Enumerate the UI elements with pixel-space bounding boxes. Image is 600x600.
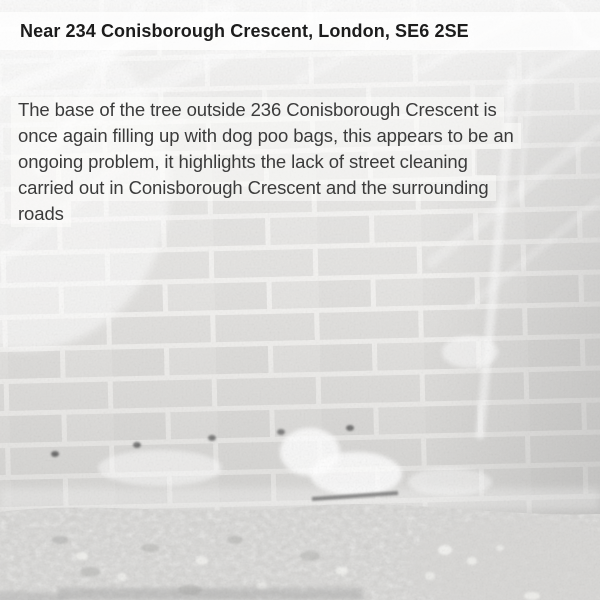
report-description — [11, 97, 521, 227]
description-line: roads — [11, 201, 71, 227]
description-line: carried out in Conisborough Crescent and the surrounding — [11, 175, 496, 201]
description-line: The base of the tree outside 236 Conisborough Crescent is — [11, 97, 504, 123]
description-line: ongoing problem, it highlights the lack of street cleaning — [11, 149, 475, 175]
location-header — [0, 12, 600, 50]
description-line: once again filling up with dog poo bags, this appears to be an — [11, 123, 521, 149]
location-text: Near 234 Conisborough Crescent, London, SE6 2SE — [20, 20, 469, 41]
